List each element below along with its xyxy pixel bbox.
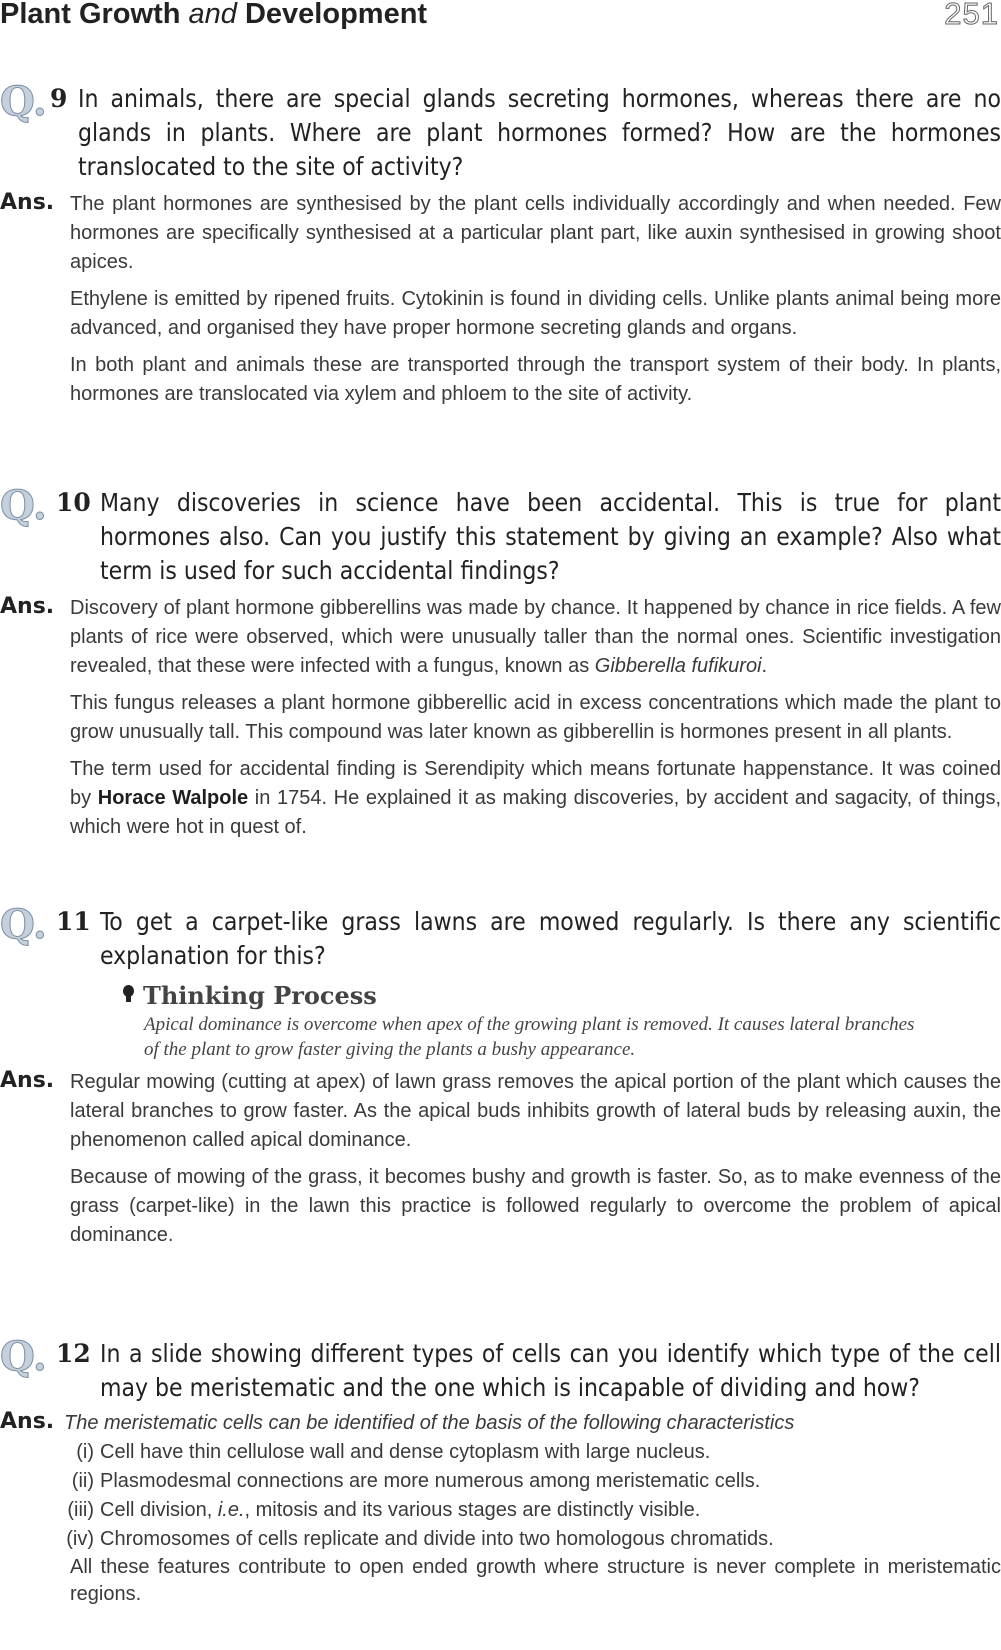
question-text: In animals, there are special glands secreting hormones, whereas there are no glands in plants. Where are plant hormones formed? How are the hormones translocated to the site of activity? — [78, 84, 1001, 181]
answer-paragraph: Ethylene is emitted by ripened fruits. Cytokinin is found in dividing cells. Unlike plants animal being more advanced, and organised they have proper hormone secreting glands and organs. — [70, 288, 1001, 339]
question-12-block — [0, 1333, 1001, 1616]
question-9 — [0, 78, 1001, 184]
list-item-text: Cell have thin cellulose wall and dense cytoplasm with large nucleus. — [100, 1441, 711, 1463]
question-9-block — [0, 78, 1001, 417]
q-symbol: Q. — [0, 78, 47, 125]
question-number: 11 — [56, 907, 91, 936]
answer-paragraph — [70, 755, 1001, 842]
list-item — [62, 1438, 1001, 1467]
question-10-block — [0, 482, 1001, 850]
thinking-process-text: Apical dominance is overcome when apex of the growing plant is removed. It causes lateral branches of the plant to grow faster giving the plants a bushy appearance. — [144, 1014, 915, 1060]
answer-9 — [0, 190, 1001, 409]
answer-10 — [0, 594, 1001, 842]
chapter-title-part1: Plant Growth — [0, 0, 181, 30]
list-item-text-a: Cell division, — [100, 1499, 213, 1521]
answer-text-end: . — [761, 655, 768, 677]
list-numeral: (iv) — [66, 1528, 94, 1550]
question-12 — [0, 1333, 1001, 1405]
question-text: Many discoveries in science have been accidental. This is true for plant hormones also. Can you justify this statement by giving an example? Also what term is used for such accidental findings? — [100, 488, 1001, 585]
answer-paragraph: Regular mowing (cutting at apex) of lawn grass removes the apical portion of the plant which causes the lateral branches to grow faster. As the apical buds inhibits growth of lateral buds by releasing auxin, the phenomenon called apical dominance. — [70, 1071, 1001, 1151]
chapter-title-and: and — [188, 0, 237, 30]
answer-paragraph: Because of mowing of the grass, it becomes bushy and growth is faster. So, as to make evenness of the grass (carpet-like) in the lawn this practice is followed regularly to overcome the problem of apical dominance. — [70, 1166, 1001, 1246]
answer-text: The term used for accidental finding is Serendipity which means fortunate happenstance. It was coined by — [70, 758, 1001, 809]
answer-paragraph — [70, 594, 1001, 681]
question-text: To get a carpet-like grass lawns are mowed regularly. Is there any scientific explanation for this? — [100, 907, 1001, 970]
characteristics-list — [62, 1438, 1001, 1554]
chapter-title-part2: Development — [244, 0, 428, 30]
answer-intro: The meristematic cells can be identified of the basis of the following characteristics — [64, 1412, 795, 1434]
thinking-title-text: Thinking Process — [143, 981, 377, 1010]
list-item — [62, 1467, 1001, 1496]
list-item-ie: i.e. — [217, 1499, 245, 1521]
list-item-text — [100, 1496, 700, 1525]
answer-12 — [0, 1409, 1001, 1608]
list-item — [62, 1525, 1001, 1554]
person-name: Horace Walpole — [97, 787, 249, 809]
answer-paragraph: In both plant and animals these are transported through the transport system of their body. In plants, hormones are translocated via xylem and phloem to the site of activity. — [70, 354, 1001, 405]
q-symbol: Q. — [0, 901, 47, 948]
answer-label: Ans. — [0, 1409, 55, 1434]
species-name: Gibberella fufikuroi — [594, 655, 762, 677]
list-numeral: (i) — [76, 1441, 94, 1463]
list-item-text: Plasmodesmal connections are more numerous among meristematic cells. — [100, 1470, 761, 1492]
list-item-text-b: , mitosis and its various stages are distinctly visible. — [244, 1499, 701, 1521]
answer-paragraph: The plant hormones are synthesised by the plant cells individually accordingly and when needed. Few hormones are specifically synthesised at a particular plant part, like auxin synthesised in growing shoot apices. — [70, 193, 1001, 273]
list-numeral: (ii) — [71, 1470, 94, 1492]
thinking-process — [122, 981, 1001, 1062]
question-number: 10 — [56, 488, 91, 517]
answer-text: in 1754. He explained it as making discoveries, by accident and sagacity, of things, which were hot in quest of. — [70, 787, 1001, 838]
question-number: 9 — [50, 84, 68, 113]
q-symbol: Q. — [0, 482, 47, 529]
q-symbol: Q. — [0, 1333, 47, 1380]
answer-label: Ans. — [0, 190, 55, 215]
answer-conclusion: All these features contribute to open ended growth where structure is never complete in meristematic regions. — [70, 1556, 1001, 1605]
page-number: 251 — [944, 0, 999, 31]
lightbulb-icon — [122, 983, 135, 1007]
answer-11 — [0, 1068, 1001, 1250]
list-item-text: Chromosomes of cells replicate and divide into two homologous chromatids. — [100, 1528, 774, 1550]
question-10 — [0, 482, 1001, 588]
list-item — [62, 1496, 1001, 1525]
question-11 — [0, 901, 1001, 973]
question-number: 12 — [56, 1339, 91, 1368]
page-header — [0, 0, 1001, 44]
question-text: In a slide showing different types of cells can you identify which type of the cell may be meristematic and the one which is incapable of dividing and how? — [100, 1339, 1001, 1402]
answer-text: Discovery of plant hormone gibberellins was made by chance. It happened by chance in rice fields. A few plants of rice were observed, which were unusually taller than the normal ones. Scientific investigation revealed, that these were infected with a fungus, known as — [70, 597, 1001, 677]
answer-label: Ans. — [0, 1068, 55, 1093]
answer-label: Ans. — [0, 594, 55, 619]
list-numeral: (iii) — [67, 1499, 94, 1521]
chapter-title — [0, 0, 427, 31]
thinking-process-title — [122, 981, 1001, 1010]
question-11-block — [0, 901, 1001, 1258]
answer-paragraph: This fungus releases a plant hormone gibberellic acid in excess concentrations which made the plant to grow unusually tall. This compound was later known as gibberellin is hormones present in all plants. — [70, 692, 1001, 743]
